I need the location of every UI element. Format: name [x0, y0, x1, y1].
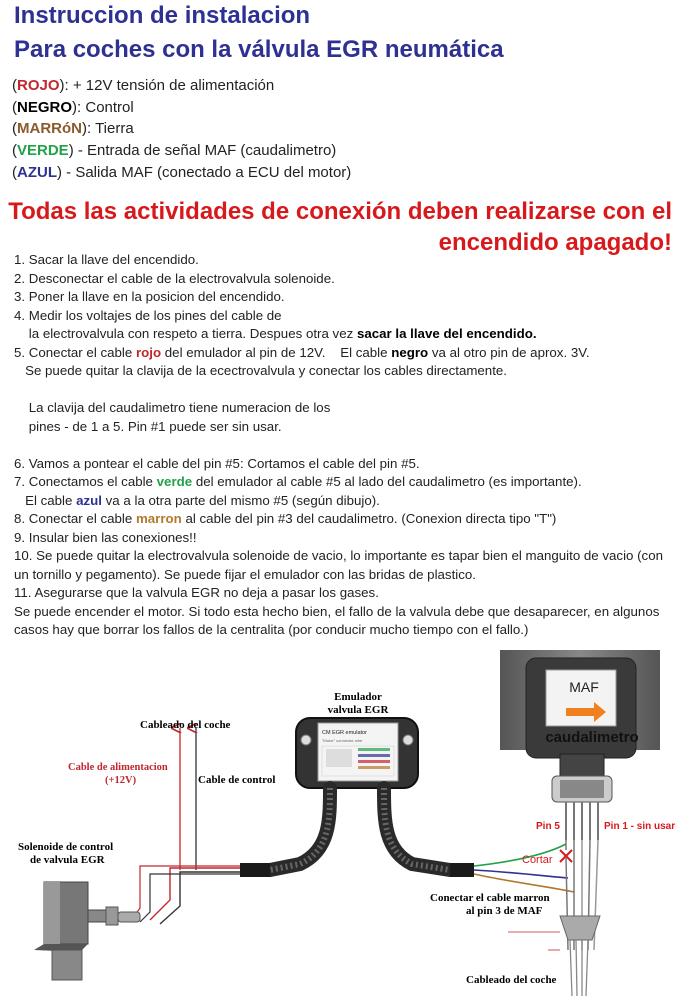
step-11: 11. Asegurarse que la valvula EGR no deja a pasar los gases. [14, 585, 379, 600]
legend-item-green: (VERDE) - Entrada de señal MAF (caudalimetro) [12, 142, 337, 160]
step-6: 6. Vamos a pontear el cable del pin #5: Cortamos el cable del pin #5. [14, 455, 420, 471]
braided-cable [240, 788, 474, 877]
step-7: 7. Conectamos el cable verde del emulador al cable #5 al lado del caudalimetro (es importante). [14, 474, 582, 489]
label-pin5: Pin 5 [536, 821, 560, 832]
label-cableado-bottom: Cableado del coche [466, 974, 557, 986]
svg-text:(+12V): (+12V) [105, 775, 137, 786]
step-2: 2. Desconectar el cable de la electrovalvula solenoide. [14, 270, 335, 286]
left-wiring [135, 728, 240, 924]
emulator-subtitle: valvula EGR [327, 704, 389, 716]
legend-item-black: (NEGRO): Control [12, 98, 134, 116]
wiring-diagram [0, 650, 686, 1002]
step-4: 4. Medir los voltajes de los pines del cable de [14, 307, 282, 323]
label-cable-control: Cable de control [198, 774, 276, 786]
step-4-continued: la electrovalvula con respeto a tierra. Despues otra vez sacar la llave del encendido. [14, 326, 537, 341]
wire-color-legend [12, 75, 351, 184]
label-solenoide: Solenoide de control [18, 841, 114, 853]
step-5-note: Se puede quitar la clavija de la ecectrovalvula y conectar los cables directamente. [14, 363, 507, 378]
label-conectar-marron: Conectar el cable marron [430, 892, 550, 904]
step-final: Se puede encender el motor. Si todo esta hecho bien, el fallo de la valvula debe que desaparecer, en algunos casos hay que borrar los fallos de la centralita (por conducir mucho tiempo con el fallo.) [14, 603, 660, 637]
step-5: 5. Conectar el cable rojo del emulador al pin de 12V. El cable negro va al otro pin de aprox. 3V. [14, 344, 590, 360]
label-cortar: Cortar [522, 854, 553, 866]
warning-banner: Todas las actividades de conexión deben realizarse con el encendido apagado! [8, 198, 672, 256]
step-5-clavija-note: La clavija del caudalimetro tiene numeracion de los [14, 400, 331, 415]
module-label: CM EGR emulator [322, 730, 367, 736]
legend-item-red: (ROJO): + 12V tensión de alimentación [12, 77, 275, 94]
label-cableado-top: Cableado del coche [140, 719, 231, 731]
solenoid-valve [34, 882, 140, 980]
title-line-2: Para coches con la válvula EGR neumática [14, 36, 504, 63]
step-1: 1. Sacar la llave del encendido. [14, 252, 199, 267]
svg-text:de valvula EGR: de valvula EGR [30, 854, 105, 866]
step-9: 9. Insular bien las conexiones!! [14, 529, 197, 545]
legend-item-blue: (AZUL) - Salida MAF (conectado a ECU del motor) [12, 163, 352, 181]
step-3: 3. Poner la llave en la posicion del encendido. [14, 289, 285, 304]
label-maf: MAF [569, 679, 599, 695]
svg-text:"Motor" connector wire: "Motor" connector wire [322, 738, 363, 743]
title-line-1: Instruccion de instalacion [14, 2, 311, 29]
legend-item-brown: (MARRóN): Tierra [12, 120, 134, 138]
step-10: 10. Se puede quitar la electrovalvula solenoide de vacio, lo importante es tapar bien el manguito de vacio (con un tornillo y pegamento). Se puede fijar el emulador con las bridas de plastico. [14, 548, 663, 582]
label-pin1: Pin 1 - sin usar [604, 821, 676, 832]
egr-emulator-module [296, 718, 418, 788]
emulator-title: Emulador [334, 691, 382, 703]
step-7-continued: El cable azul va a la otra parte del mismo #5 (según dibujo). [14, 492, 380, 508]
label-caudalimetro: caudalimetro [545, 729, 639, 746]
svg-text:al pin 3 de MAF: al pin 3 de MAF [466, 905, 543, 917]
step-8: 8. Conectar el cable marron al cable del pin #3 del caudalimetro. (Conexion directa tipo "T") [14, 511, 557, 526]
instruction-steps [14, 251, 679, 640]
label-cable-alimentacion: Cable de alimentacion [68, 762, 168, 773]
step-5-pines-note: pines - de 1 a 5. Pin #1 puede ser sin usar. [14, 418, 282, 434]
